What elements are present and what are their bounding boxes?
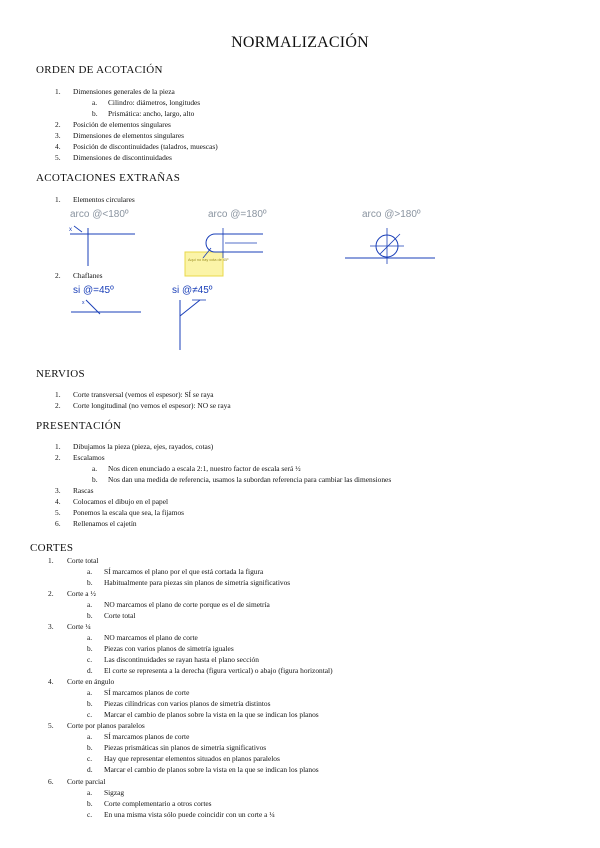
list-letter: c. [87, 810, 93, 819]
list-letter: c. [87, 710, 93, 719]
section-heading-cortes: CORTES [30, 542, 74, 554]
list-letter: c. [87, 655, 93, 664]
list-number: 3. [55, 486, 61, 495]
chamfer-diagram-45 [66, 296, 146, 324]
page-title: NORMALIZACIÓN [231, 34, 369, 51]
list-item: SÍ marcamos el plano por el que está cortada la figura [104, 567, 264, 576]
list-letter: c. [87, 754, 93, 763]
section-heading-orden: ORDEN DE ACOTACIÓN [36, 64, 163, 76]
chamfer-label-45: si @=45º [73, 285, 114, 296]
list-item: Rascas [73, 486, 94, 495]
list-item: Corte parcial [67, 777, 106, 786]
list-item: Piezas con varios planos de simetría iguales [104, 644, 234, 653]
arc-diagram-equal-180 [175, 222, 275, 280]
arc-diagram-less-180 [60, 222, 140, 268]
list-letter: b. [87, 578, 93, 587]
list-item: Posición de elementos singulares [73, 120, 171, 129]
list-number: 2. [55, 401, 61, 410]
list-letter: a. [92, 464, 98, 473]
section-heading-acotaciones: ACOTACIONES EXTRAÑAS [36, 172, 181, 184]
list-number: 5. [48, 721, 54, 730]
list-item: Ponemos la escala que sea, la fijamos [73, 508, 185, 517]
list-item: Rellenamos el cajetín [73, 519, 137, 528]
list-number: 2. [48, 589, 54, 598]
list-letter: a. [87, 567, 93, 576]
list-item: Corte por planos paralelos [67, 721, 145, 730]
section-heading-presentacion: PRESENTACIÓN [36, 420, 122, 432]
list-item: Hay que representar elementos situados en planos paralelos [104, 754, 280, 763]
list-number: 4. [55, 497, 61, 506]
list-number: 3. [55, 131, 61, 140]
list-item: Chaflanes [73, 271, 103, 280]
list-item: Marcar el cambio de planos sobre la vista en la que se indican los planos [104, 710, 319, 719]
list-number: 5. [55, 508, 61, 517]
list-item: Dimensiones de discontinuidades [73, 153, 172, 162]
list-item: Corte ¼ [67, 622, 91, 631]
list-item: En una misma vista sólo puede coincidir con un corte a ¼ [104, 810, 275, 819]
list-item: Cilindro: diámetros, longitudes [108, 98, 201, 107]
list-number: 3. [48, 622, 54, 631]
list-letter: b. [87, 699, 93, 708]
list-item: SÍ marcamos planos de corte [104, 688, 190, 697]
list-item: Corte total [104, 611, 136, 620]
list-number: 1. [55, 87, 61, 96]
list-number: 1. [48, 556, 54, 565]
list-item: Sigzag [104, 788, 125, 797]
sticky-note-text: Aquí no hay cota de 45º [188, 258, 229, 262]
list-letter: d. [87, 765, 93, 774]
arc-label-less-180: arco @<180º [70, 209, 129, 220]
list-item: Corte transversal (vemos el espesor): SÍ se raya [73, 390, 214, 399]
list-letter: b. [92, 109, 98, 118]
list-number: 6. [48, 777, 54, 786]
list-item: Nos dan una medida de referencia, usamos la subordan referencia para cambiar las dimensiones [108, 475, 392, 484]
list-letter: b. [87, 743, 93, 752]
list-item: Piezas prismáticas sin planos de simetría significativos [104, 743, 267, 752]
list-item: Elementos circulares [73, 195, 135, 204]
section-heading-nervios: NERVIOS [36, 368, 85, 380]
list-item: Piezas cilíndricas con varios planos de simetría distintos [104, 699, 271, 708]
list-item: Escalamos [73, 453, 105, 462]
list-letter: a. [87, 600, 93, 609]
list-letter: a. [87, 688, 93, 697]
chamfer-label-not-45: si @≠45º [172, 285, 213, 296]
arc-label-equal-180: arco @=180º [208, 209, 267, 220]
list-item: Prismática: ancho, largo, alto [108, 109, 195, 118]
list-item: Corte total [67, 556, 99, 565]
list-number: 1. [55, 390, 61, 399]
list-letter: b. [87, 611, 93, 620]
list-item: Marcar el cambio de planos sobre la vista en la que se indican los planos [104, 765, 319, 774]
list-item: Corte en ángulo [67, 677, 115, 686]
list-item: Posición de discontinuidades (taladros, muescas) [73, 142, 218, 151]
list-item: El corte se representa a la derecha (figura vertical) o abajo (figura horizontal) [104, 666, 333, 675]
list-item: Corte a ½ [67, 589, 96, 598]
list-number: 1. [55, 442, 61, 451]
list-number: 2. [55, 271, 61, 280]
list-item: Las discontinuidades se rayan hasta el plano sección [104, 655, 259, 664]
list-item: Habitualmente para piezas sin planos de simetría significativos [104, 578, 291, 587]
list-letter: b. [92, 475, 98, 484]
list-number: 2. [55, 453, 61, 462]
list-letter: a. [87, 788, 93, 797]
list-item: Nos dicen enunciado a escala 2:1, nuestro factor de escala será ½ [108, 464, 301, 473]
list-letter: a. [87, 732, 93, 741]
list-number: 4. [48, 677, 54, 686]
sticky-note [185, 252, 223, 276]
chamfer-diagram-not-45 [170, 296, 230, 352]
leader-line [74, 226, 82, 232]
list-letter: b. [87, 644, 93, 653]
list-item: NO marcamos el plano de corte [104, 633, 198, 642]
arc-diagram-greater-180 [340, 222, 440, 268]
list-letter: b. [87, 799, 93, 808]
list-item: NO marcamos el plano de corte porque es el de simetría [104, 600, 270, 609]
list-item: Corte longitudinal (no vemos el espesor): NO se raya [73, 401, 231, 410]
list-letter: a. [87, 633, 93, 642]
list-item: Dimensiones generales de la pieza [73, 87, 175, 96]
list-number: 4. [55, 142, 61, 151]
arc-label-greater-180: arco @>180º [362, 209, 421, 220]
list-number: 1. [55, 195, 61, 204]
list-letter: a. [92, 98, 98, 107]
list-item: Corte complementario a otros cortes [104, 799, 212, 808]
chamfer-line [180, 300, 200, 316]
list-number: 2. [55, 120, 61, 129]
list-item: Colocamos el dibujo en el papel [73, 497, 169, 506]
list-number: 5. [55, 153, 61, 162]
list-number: 6. [55, 519, 61, 528]
list-item: Dibujamos la pieza (pieza, ejes, rayados, cotas) [73, 442, 214, 451]
list-item: SÍ marcamos planos de corte [104, 732, 190, 741]
svg-text:x: x [69, 227, 72, 233]
svg-text:x: x [82, 300, 85, 306]
list-item: Dimensiones de elementos singulares [73, 131, 185, 140]
list-letter: d. [87, 666, 93, 675]
